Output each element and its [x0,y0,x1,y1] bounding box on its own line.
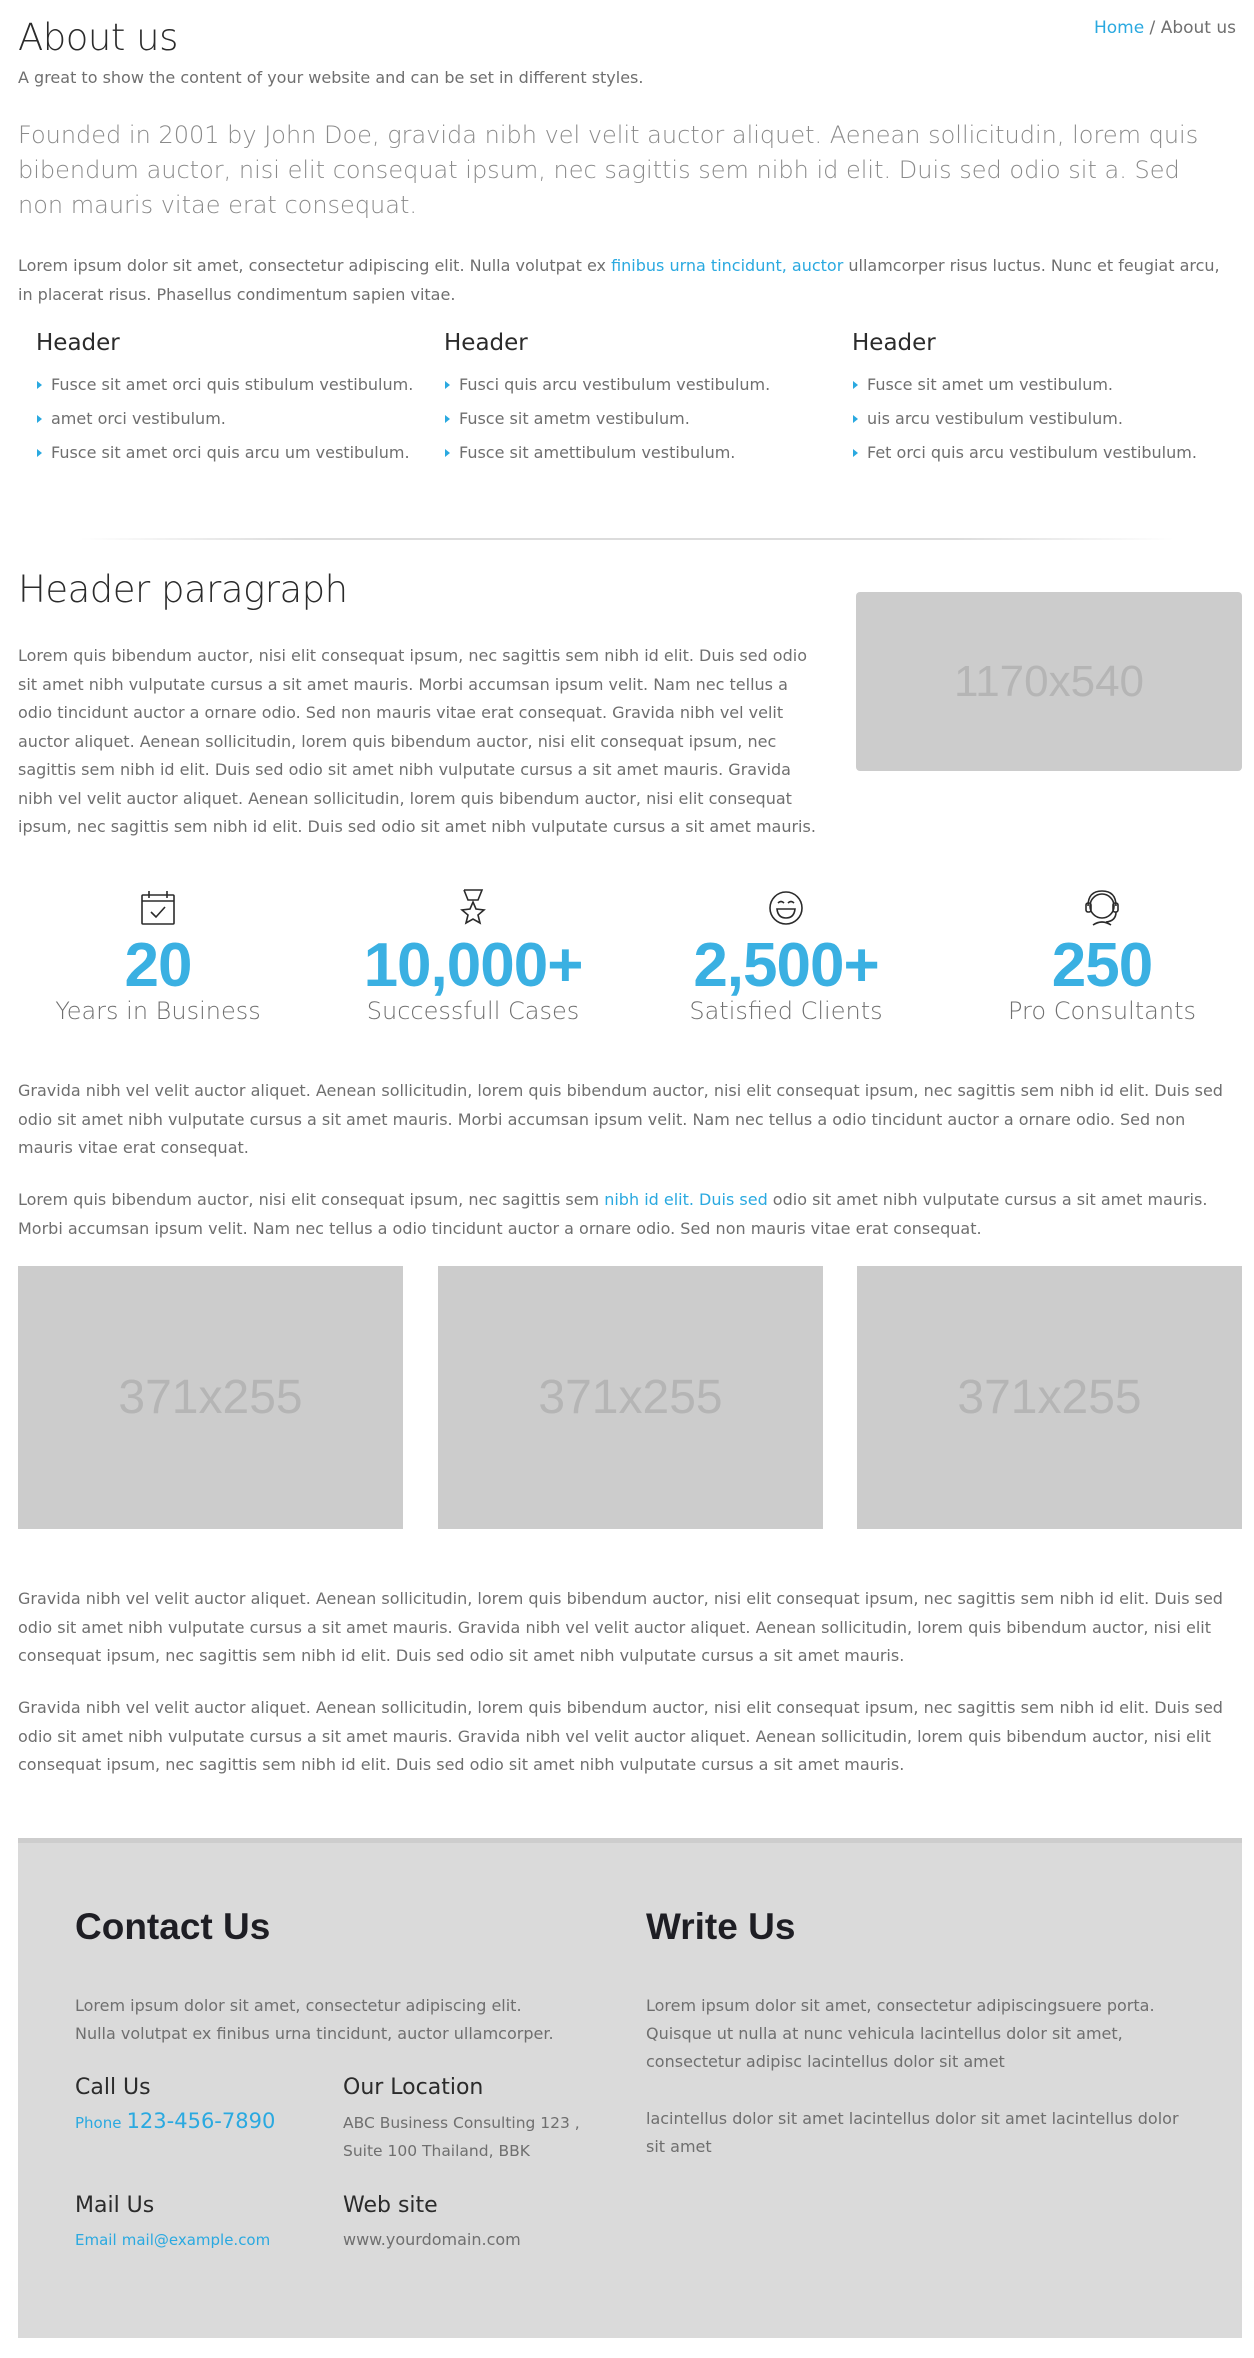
write-us-text-1: Lorem ipsum dolor sit amet, consectetur adipiscingsuere porta. Quisque ut nulla at nunc vehicula lacintellus dolor sit amet, consectetur adipisc lacintellus dolor sit amet [646,1996,1155,2071]
stat-label: Years in Business [55,997,261,1025]
write-us-text-2: lacintellus dolor sit amet lacintellus dolor sit amet lacintellus dolor sit amet [646,2109,1179,2156]
stat-cases [323,886,623,1025]
column-header: Header [444,330,528,356]
text-block-2 [18,1186,1238,1243]
text-block-4: Gravida nibh vel velit auctor aliquet. Aenean sollicitudin, lorem quis bibendum auctor, nisi elit consequat ipsum, nec sagittis sem nibh id elit. Duis sed odio sit amet nibh vulputate cursus a sit amet mauris. Gravida nibh vel velit auctor aliquet. Aenean sollicitudin, lorem quis bibendum auctor, nisi elit consequat ipsum, nec sagittis sem nibh id elit. Duis sed odio sit amet nibh vulputate cursus a sit amet mauris. [18,1698,1223,1774]
email-link[interactable]: mail@example.com [121,2231,271,2249]
stat-number: 10,000+ [363,931,583,1000]
text-block-2-link[interactable]: nibh id elit. Duis sed [604,1190,768,1209]
text-block-2-start: Lorem quis bibendum auctor, nisi elit consequat ipsum, nec sagittis sem [18,1190,605,1209]
page-title: About us [18,16,178,59]
stat-number: 250 [1051,931,1153,1000]
intro-text-end: ullamcorper risus luctus. Nunc et feugiat arcu, in placerat risus. Phasellus condimentum sapien vitae. [18,256,1220,304]
breadcrumb [1094,18,1236,38]
website-title: Web site [343,2193,438,2218]
list-item: Fusce sit amet orci quis arcu um vestibulum. [36,436,416,470]
list-item: Fusci quis arcu vestibulum vestibulum. [444,368,824,402]
headset-icon [952,886,1252,930]
list-item: Fet orci quis arcu vestibulum vestibulum. [852,436,1232,470]
column-list [444,368,824,470]
mail-us-title: Mail Us [75,2193,155,2218]
list-item: Fusce sit amettibulum vestibulum. [444,436,824,470]
contact-title: Contact Us [75,1906,271,1947]
list-item: Fusce sit amet orci quis stibulum vestibulum. [36,368,416,402]
stat-label: Pro Consultants [1008,997,1196,1025]
feature-column-3 [852,330,1232,470]
image-placeholder-label: 371x255 [538,1371,723,1424]
page-subtitle: A great to show the content of your website and can be set in different styles. [18,68,644,87]
write-us-title: Write Us [646,1906,796,1947]
list-item: Fusce sit ametm vestibulum. [444,402,824,436]
section-paragraph: Lorem quis bibendum auctor, nisi elit consequat ipsum, nec sagittis sem nibh id elit. Duis sed odio sit amet nibh vulputate cursus a sit amet mauris. Morbi accumsan ipsum velit. Nam nec tellus a odio tincidunt auctor a ornare odio. Sed non mauris vitae erat consequat. Gravida nibh vel velit auctor aliquet. Aenean sollicitudin, lorem quis bibendum auctor, nisi elit consequat ipsum, nec sagittis sem nibh id elit. Duis sed odio sit amet nibh vulputate cursus a sit amet mauris. Gravida nibh vel velit auctor aliquet. Aenean sollicitudin, lorem quis bibendum auctor, nisi elit consequat ipsum, nec sagittis sem nibh id elit. Duis sed odio sit amet nibh vulputate cursus a sit amet mauris. [18,646,816,836]
list-item: uis arcu vestibulum vestibulum. [852,402,1232,436]
location-title: Our Location [343,2075,484,2100]
phone-line [75,2109,275,2133]
stat-number: 2,500+ [693,931,879,1000]
lead-paragraph: Founded in 2001 by John Doe, gravida nibh vel velit auctor aliquet. Aenean sollicitudin, lorem quis bibendum auctor, nisi elit consequat ipsum, nec sagittis sem nibh id elit. Duis sed odio sit a. Sed non mauris vitae erat consequat. [18,121,1199,219]
breadcrumb-current: About us [1160,18,1236,38]
stat-number: 20 [124,931,192,1000]
stat-clients [636,886,936,1025]
breadcrumb-separator: / [1144,18,1161,38]
address-line-2: Suite 100 Thailand, BBK [343,2142,530,2160]
stat-consultants [952,886,1252,1025]
image-placeholder-label: 1170x540 [953,656,1145,706]
feature-column-1 [36,330,416,470]
stat-years [8,886,308,1025]
section-divider [80,538,1174,540]
calendar-check-icon [8,886,308,930]
intro-link[interactable]: finibus urna tincidunt, auctor [611,256,844,275]
image-placeholder-label: 371x255 [118,1371,303,1424]
image-placeholder-large [856,592,1242,771]
medal-star-icon [323,886,623,930]
address-line-1: ABC Business Consulting 123 , [343,2114,580,2132]
column-header: Header [852,330,936,356]
feature-column-2 [444,330,824,470]
stat-label: Satisfied Clients [689,997,883,1025]
contact-section [18,1838,1242,2338]
column-list [852,368,1232,470]
section-title: Header paragraph [18,568,348,611]
phone-label: Phone [75,2114,122,2132]
phone-link[interactable]: 123-456-7890 [126,2109,276,2133]
email-label: Email [75,2231,117,2249]
list-item: Fusce sit amet um vestibulum. [852,368,1232,402]
list-item: amet orci vestibulum. [36,402,416,436]
column-list [36,368,416,470]
gallery-image-1 [18,1266,403,1529]
column-header: Header [36,330,120,356]
gallery-image-2 [438,1266,823,1529]
image-placeholder-label: 371x255 [957,1371,1142,1424]
intro-text: Lorem ipsum dolor sit amet, consectetur adipiscing elit. Nulla volutpat ex [18,256,612,275]
call-us-title: Call Us [75,2075,151,2100]
gallery-image-3 [857,1266,1242,1529]
website-text: www.yourdomain.com [343,2230,521,2249]
text-block-3: Gravida nibh vel velit auctor aliquet. Aenean sollicitudin, lorem quis bibendum auctor, nisi elit consequat ipsum, nec sagittis sem nibh id elit. Duis sed odio sit amet nibh vulputate cursus a sit amet mauris. Gravida nibh vel velit auctor aliquet. Aenean sollicitudin, lorem quis bibendum auctor, nisi elit consequat ipsum, nec sagittis sem nibh id elit. Duis sed odio sit amet nibh vulputate cursus a sit amet mauris. [18,1589,1223,1665]
breadcrumb-home-link[interactable]: Home [1093,18,1145,38]
email-line [75,2230,270,2249]
contact-text: Lorem ipsum dolor sit amet, consectetur adipiscing elit. Nulla volutpat ex finibus urna tincidunt, auctor ullamcorper. [75,1996,554,2043]
text-block-2-end: odio sit amet nibh vulputate cursus a sit amet mauris. Morbi accumsan ipsum velit. Nam nec tellus a odio tincidunt auctor a ornare odio. Sed non mauris vitae erat consequat. [18,1190,1208,1238]
intro-paragraph [18,252,1233,309]
text-block-1: Gravida nibh vel velit auctor aliquet. Aenean sollicitudin, lorem quis bibendum auctor, nisi elit consequat ipsum, nec sagittis sem nibh id elit. Duis sed odio sit amet nibh vulputate cursus a sit amet mauris. Morbi accumsan ipsum velit. Nam nec tellus a odio tincidunt auctor a ornare odio. Sed non mauris vitae erat consequat. [18,1081,1223,1157]
smiley-icon [636,886,936,930]
stat-label: Successfull Cases [366,997,580,1025]
